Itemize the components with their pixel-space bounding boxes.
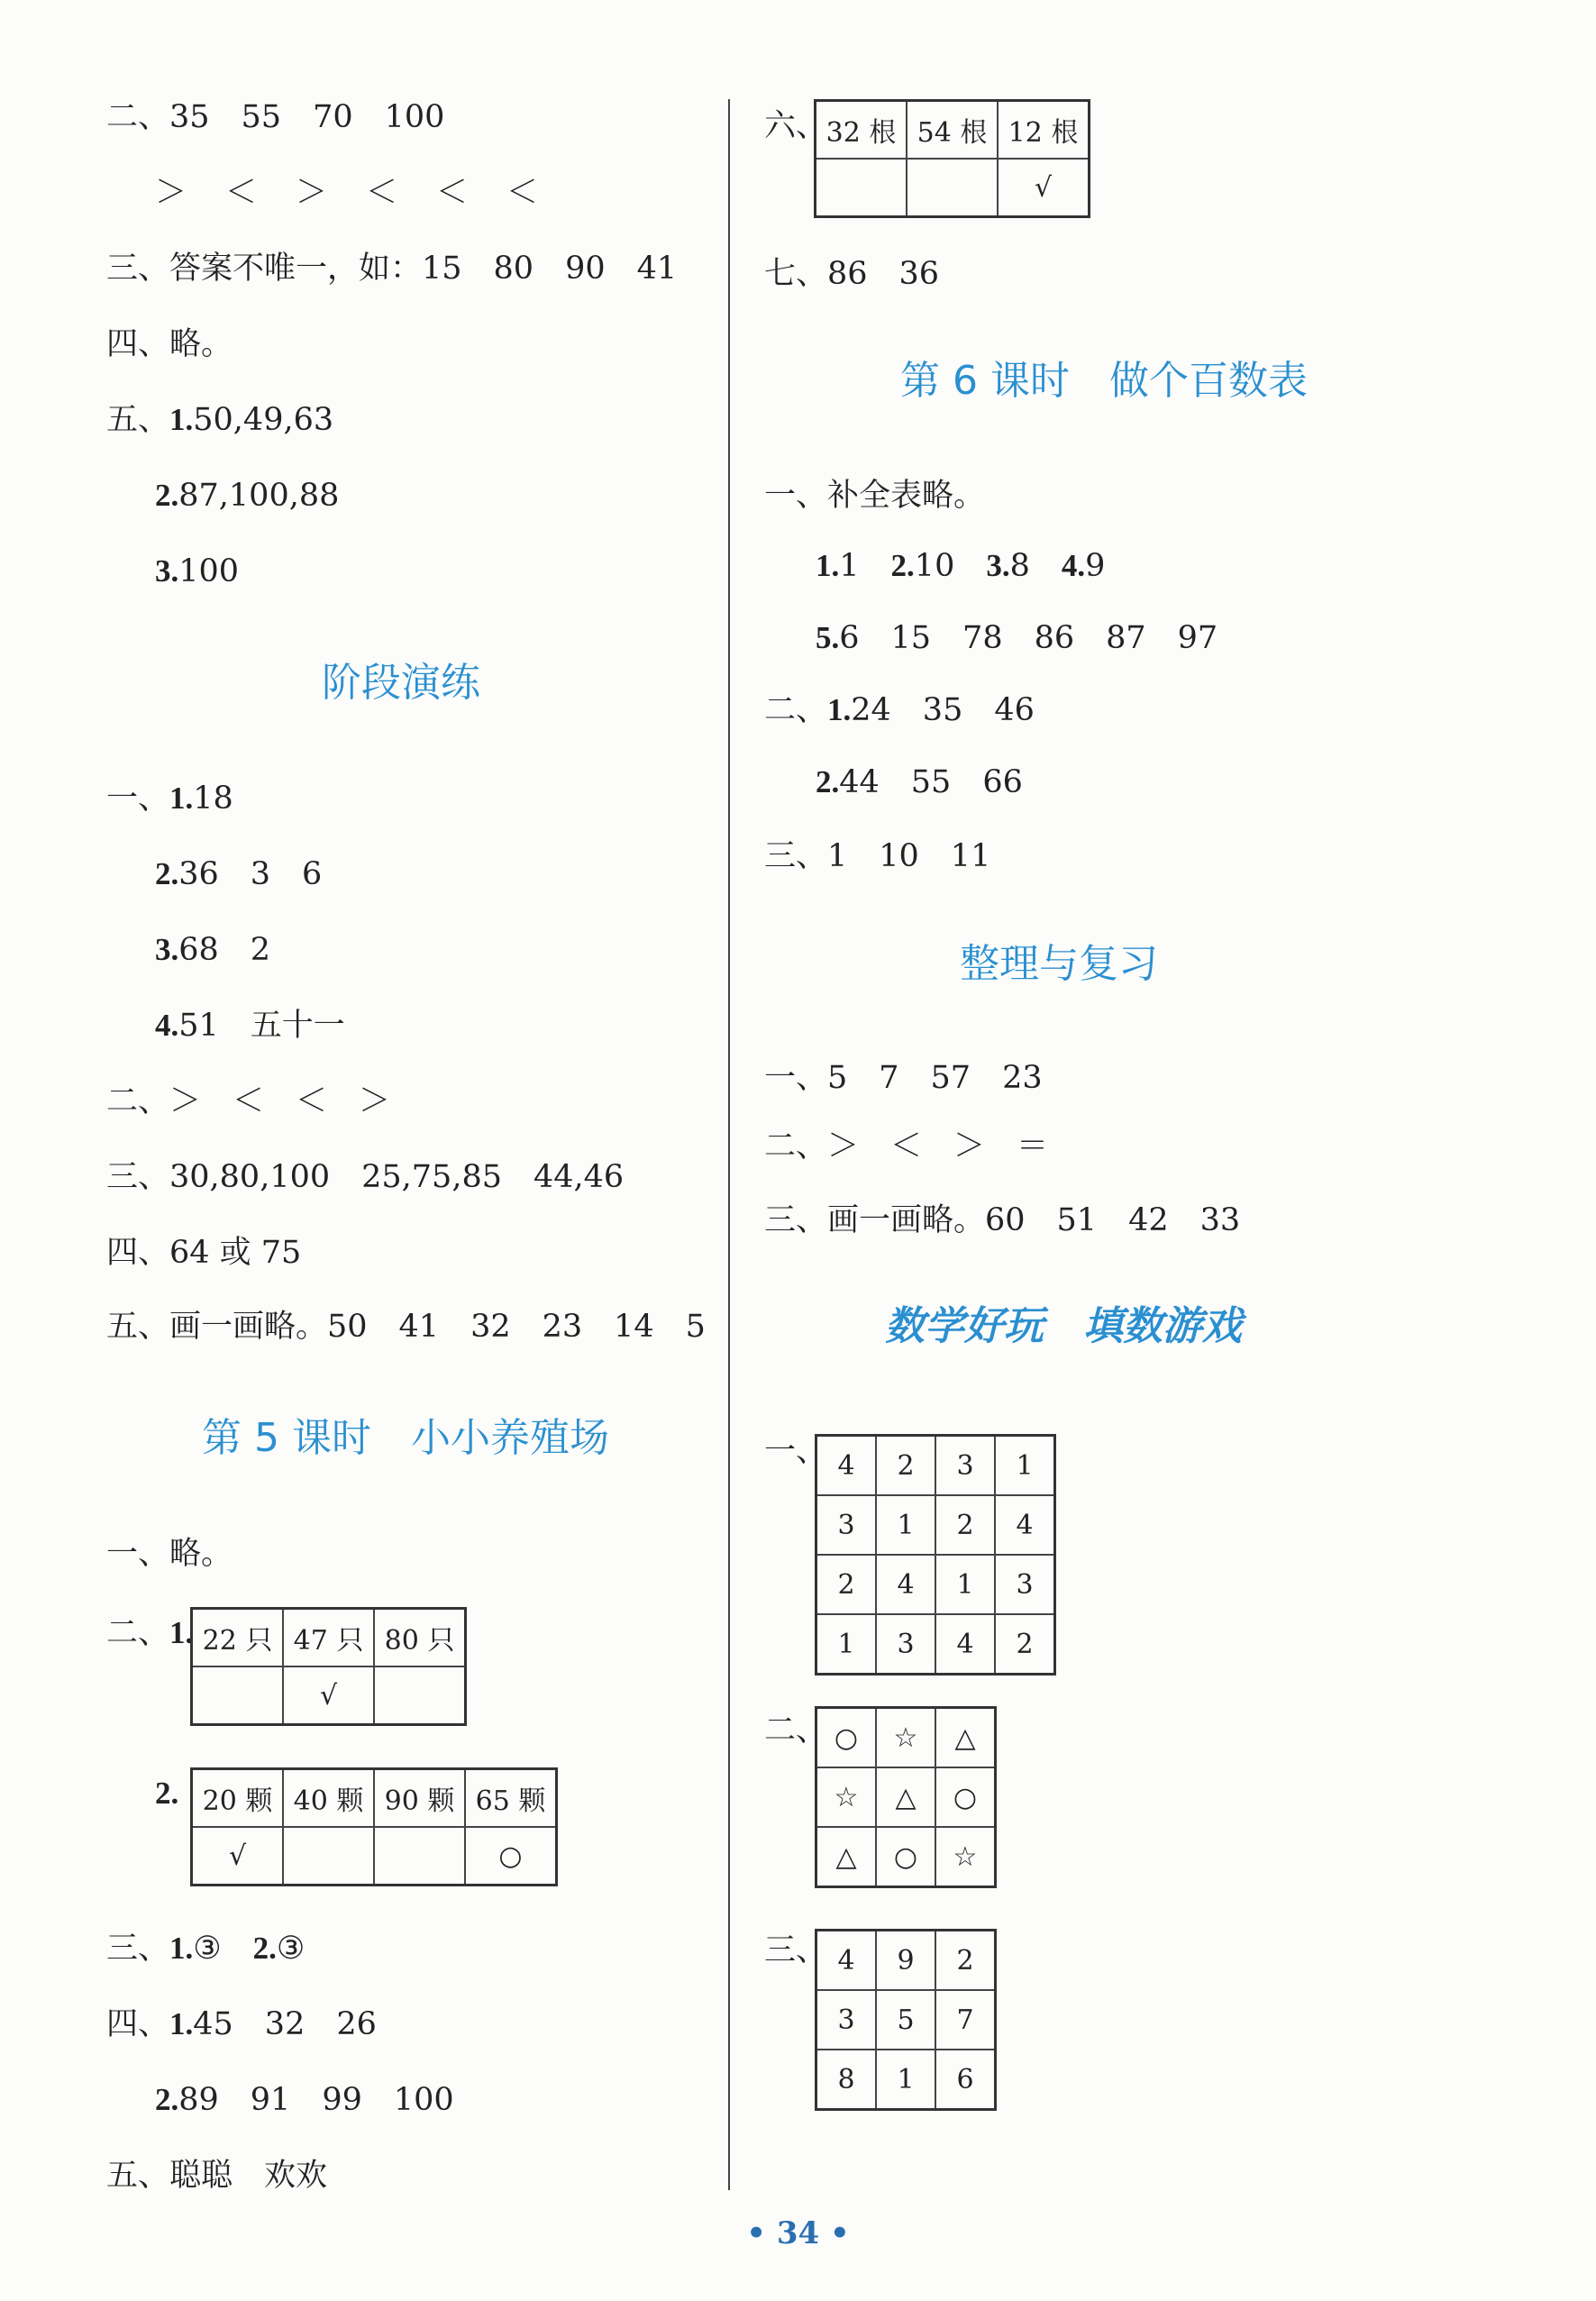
table-answer-cell [192,1666,284,1725]
lesson5-3: 三、1.③ 2.③ [106,1931,306,1967]
grid-cell: 2 [995,1614,1055,1675]
grid-cell: 1 [935,1555,995,1614]
grid-cell: △ [816,1827,877,1887]
grid-cell: 1 [816,1614,877,1675]
grid-cell: 2 [935,1931,996,1991]
table-header-cell: 20 颗 [192,1769,284,1828]
grid-cell: 5 [876,1990,935,2050]
magic-square-3x3 [815,1929,997,2111]
stage-1-1: 一、1.18 [106,781,233,817]
table-answer-cell [816,159,907,217]
grid-cell: 1 [876,2050,935,2110]
grid-cell: 2 [876,1436,935,1496]
grid-cell: 1 [876,1495,935,1555]
table-answer-cell: √ [998,159,1090,217]
table-header-cell: 32 根 [816,101,907,160]
stage-1-3: 3.68 2 [155,932,271,968]
grid-cell: 4 [876,1555,935,1614]
animal-count-table [190,1607,467,1726]
lesson5-1: 一、略。 [106,1536,233,1572]
grid-cell: 7 [935,1990,996,2050]
grid-cell: ☆ [935,1827,996,1887]
stage-3: 三、30,80,100 25,75,85 44,46 [106,1159,625,1195]
grid-cell: 3 [816,1990,877,2050]
lesson6-2-1: 二、1.24 35 46 [764,692,1035,728]
table-header-cell: 90 颗 [374,1769,465,1828]
lesson5-2-2-label: 2. [155,1776,179,1811]
grid-cell: ○ [816,1708,877,1768]
stage-1-4: 4.51 五十一 [155,1008,345,1044]
ans-5-3: 3.100 [155,553,240,589]
grid-cell: 4 [995,1495,1055,1555]
grid-cell: 9 [876,1931,935,1991]
page-number: • 34 • [746,2215,850,2251]
section-title-lesson-5: 第 5 课时 小小养殖场 [202,1415,609,1461]
section-title-lesson-6: 第 6 课时 做个百数表 [900,358,1308,404]
grid-cell: ☆ [816,1767,877,1827]
candy-count-table [190,1767,558,1886]
lesson5-4-2: 2.89 91 99 100 [155,2082,454,2118]
stage-1-2: 2.36 3 6 [155,856,323,892]
table-answer-cell [907,159,998,217]
table-answer-cell [374,1666,466,1725]
grid-cell: 6 [935,2050,996,2110]
grid-cell: 4 [816,1436,877,1496]
ans-3: 三、答案不唯一，如：15 80 90 41 [106,251,678,287]
lesson5-2-1-label: 二、1. [106,1615,194,1651]
table-answer-cell [374,1827,465,1886]
section-title-review: 整理与复习 [960,941,1158,987]
grid-cell: 4 [935,1614,995,1675]
grid-cell: 2 [816,1555,877,1614]
grid-cell: 3 [995,1555,1055,1614]
ans-2-line2: ＞ ＜ ＞ ＜ ＜ ＜ [155,175,543,211]
review-2: 二、＞ ＜ ＞ ＝ [764,1128,1049,1164]
grid-cell: 4 [816,1931,877,1991]
grid-cell: 3 [816,1495,877,1555]
grid-cell: ☆ [876,1708,935,1768]
game-1-label: 一、 [764,1433,828,1469]
table-answer-cell: √ [283,1666,374,1725]
stage-2: 二、＞ ＜ ＜ ＞ [106,1083,391,1119]
table-header-cell: 22 只 [192,1609,284,1667]
stick-count-table [814,99,1090,218]
lesson6-3: 三、1 10 11 [764,838,991,874]
review-3: 三、画一画略。60 51 42 33 [764,1202,1241,1238]
section-title-number-game: 数学好玩 填数游戏 [885,1303,1242,1349]
lesson5-5: 五、聪聪 欢欢 [106,2158,328,2194]
table-header-cell: 54 根 [907,101,998,160]
table-header-cell: 40 颗 [283,1769,374,1828]
grid-cell: 3 [935,1436,995,1496]
grid-cell: 8 [816,2050,877,2110]
lesson6-1-5: 5.6 15 78 86 87 97 [816,620,1218,656]
ans-5-2: 2.87,100,88 [155,478,340,514]
ans-7: 七、86 36 [764,256,940,292]
grid-cell: ○ [876,1827,935,1887]
grid-cell: ○ [935,1767,996,1827]
review-1: 一、5 7 57 23 [764,1060,1043,1096]
table-answer-cell: √ [192,1827,284,1886]
lesson6-1-items: 1.1 2.10 3.8 4.9 [816,548,1106,584]
table-answer-cell [283,1827,374,1886]
grid-cell: △ [876,1767,935,1827]
table-header-cell: 80 只 [374,1609,466,1667]
table-answer-cell: ○ [465,1827,557,1886]
grid-cell: 3 [876,1614,935,1675]
game-2-label: 二、 [764,1712,828,1749]
ans-2-line1: 二、35 55 70 100 [106,99,445,135]
ans-6-label: 六、 [764,108,828,144]
section-title-stage-practice: 阶段演练 [322,660,480,706]
stage-5: 五、画一画略。50 41 32 23 14 5 [106,1309,706,1345]
ans-4: 四、略。 [106,326,233,362]
lesson5-4-1: 四、1.45 32 26 [106,2006,377,2042]
game-3-label: 三、 [764,1932,828,1968]
latin-square-4x4 [815,1434,1056,1676]
table-header-cell: 12 根 [998,101,1090,160]
grid-cell: 2 [935,1495,995,1555]
ans-5-1: 五、1.50,49,63 [106,402,334,438]
column-divider [728,99,730,2190]
lesson6-1: 一、补全表略。 [764,478,986,514]
shape-square-3x3 [815,1706,997,1888]
stage-4: 四、64 或 75 [106,1235,302,1271]
lesson6-2-2: 2.44 55 66 [816,764,1023,800]
grid-cell: △ [935,1708,996,1768]
grid-cell: 1 [995,1436,1055,1496]
table-header-cell: 65 颗 [465,1769,557,1828]
table-header-cell: 47 只 [283,1609,374,1667]
